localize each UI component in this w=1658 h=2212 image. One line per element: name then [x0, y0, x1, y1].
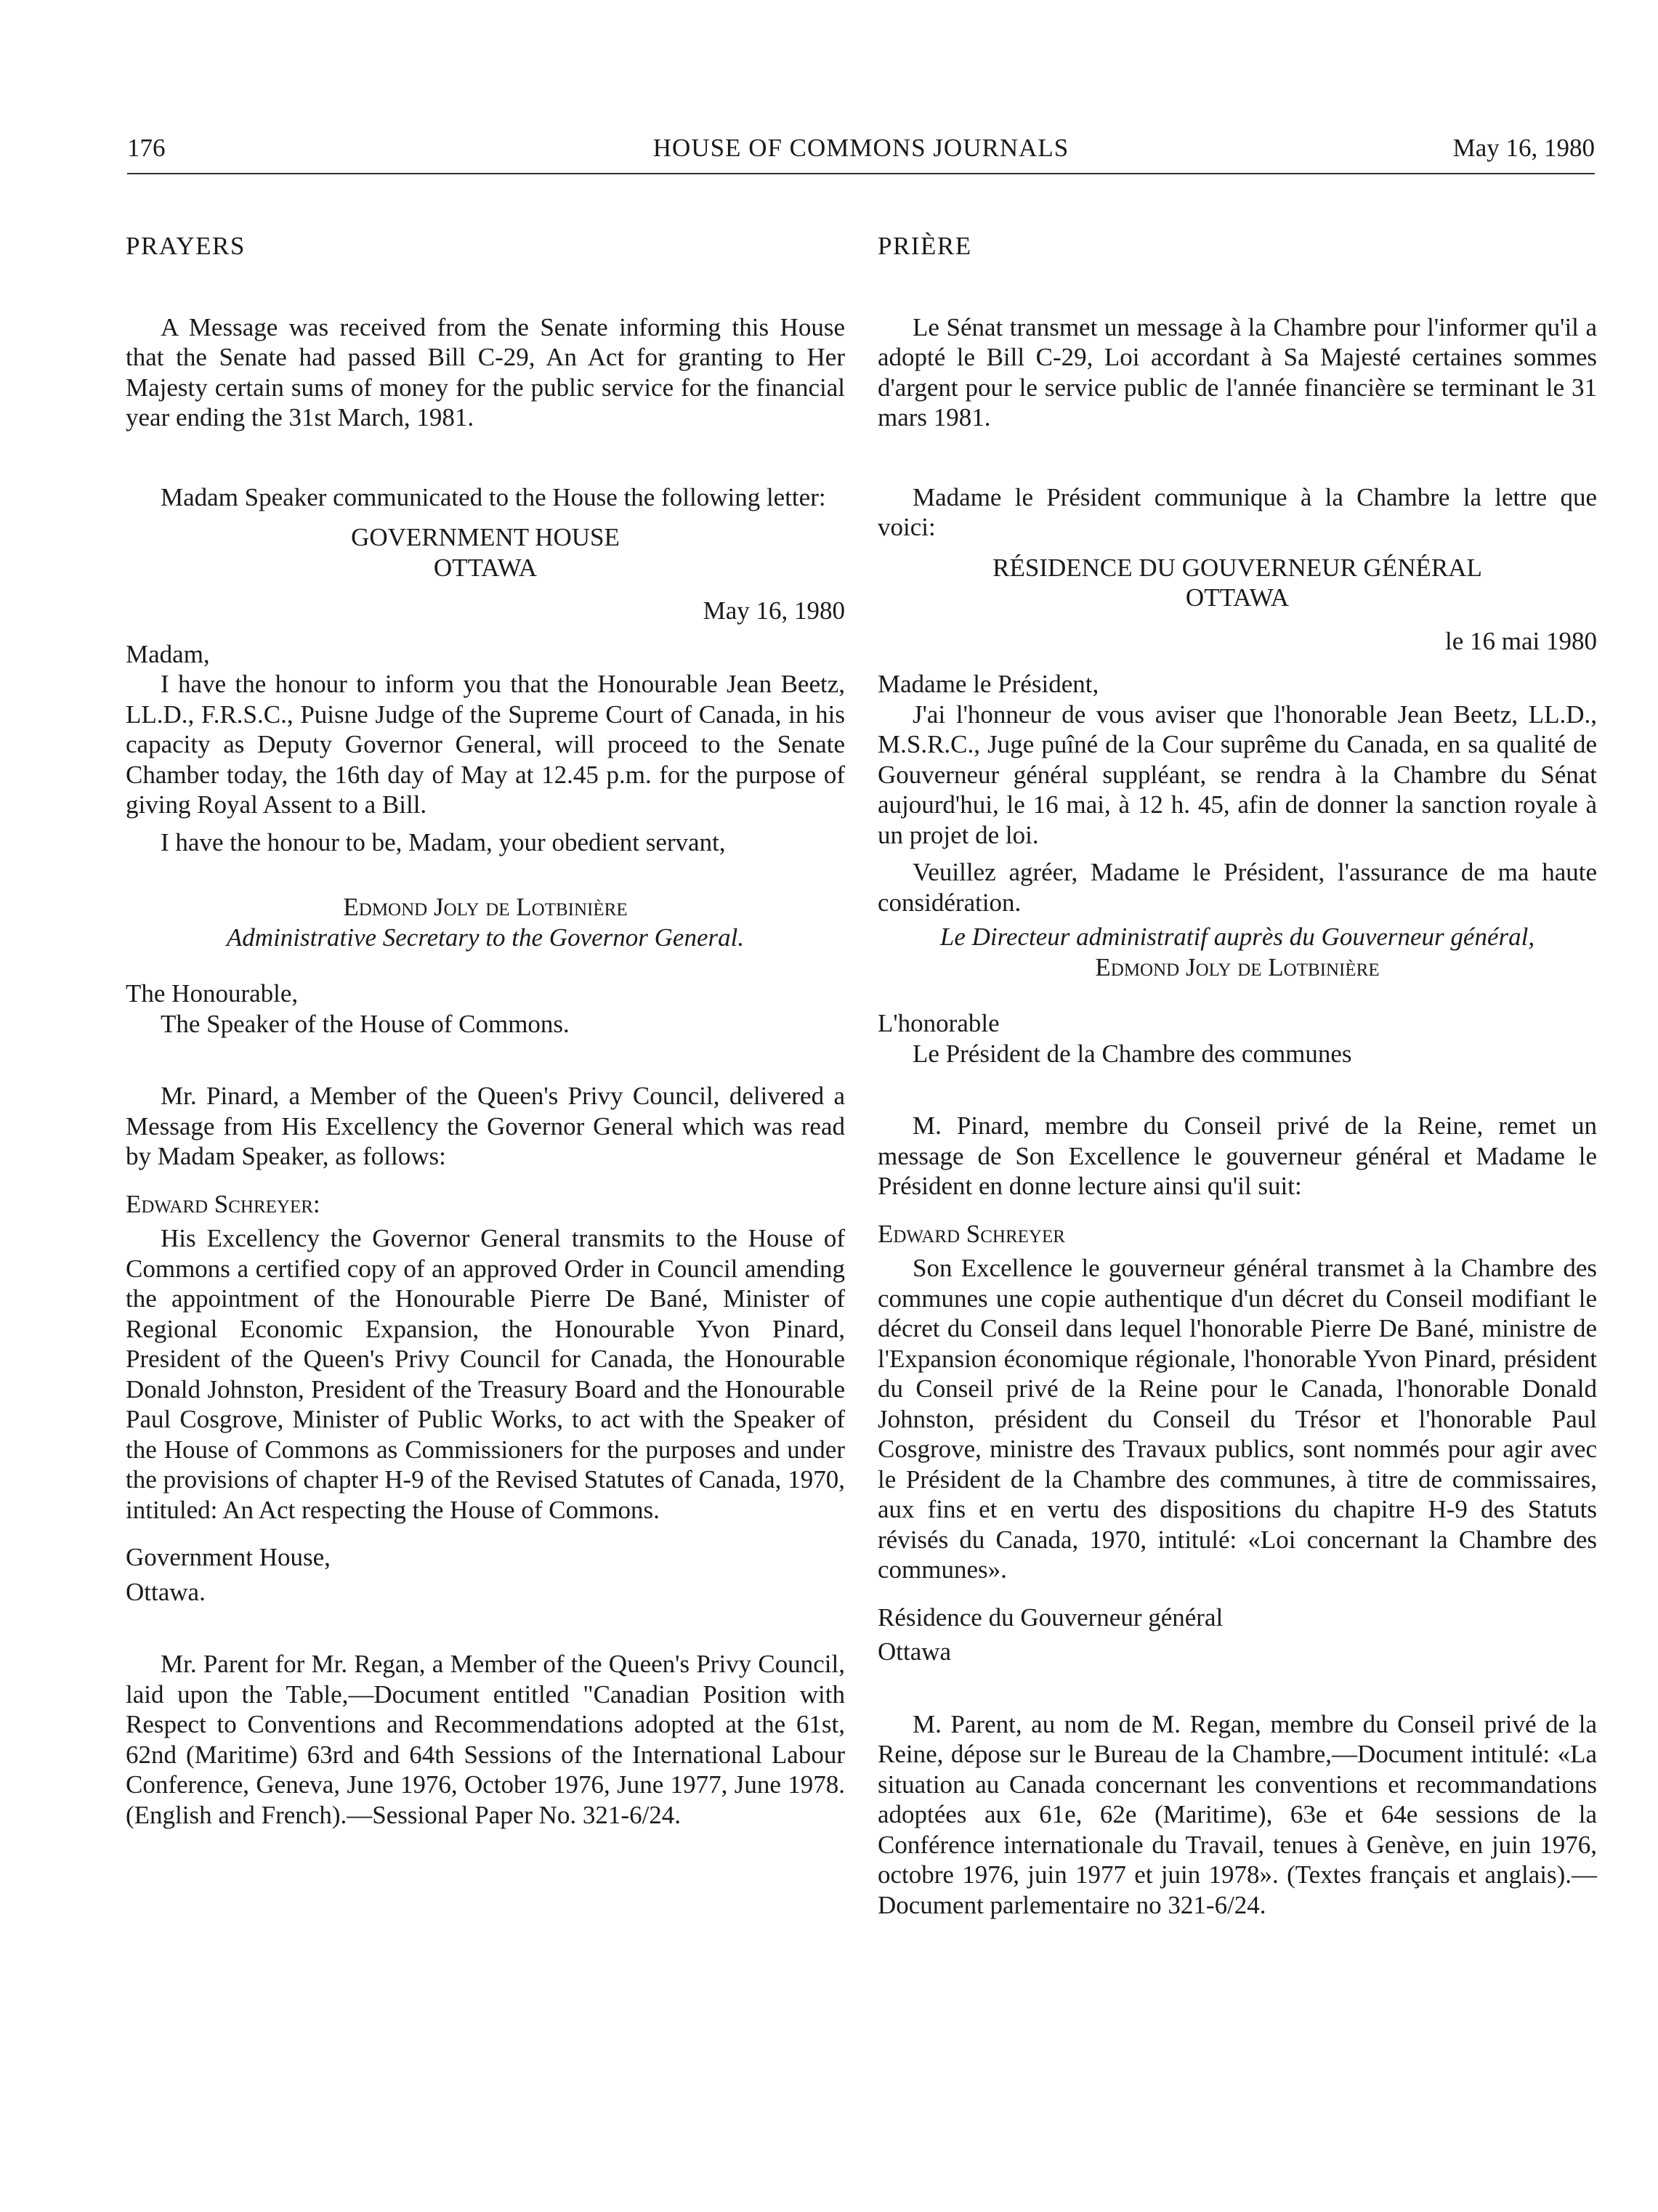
en-letterhead-line1: GOVERNMENT HOUSE [351, 523, 620, 551]
fr-place-line1: Résidence du Gouverneur général [878, 1603, 1224, 1632]
en-senate-message: A Message was received from the Senate informing this House that the Senate had passed Bill C-29, An Act for granting to Her Majesty certain sums of money for the public service for the financial year ending the 31st March, 1981. [126, 312, 845, 432]
en-salutation: Madam, [126, 639, 210, 668]
en-addressee-line1: The Honourable, [126, 979, 299, 1008]
fr-signature-name: Edmond Joly de Lotbinière [1095, 952, 1380, 981]
fr-tabled-document: M. Parent, au nom de M. Regan, membre du Conseil privé de la Reine, dépose sur le Bureau de la Chambre,—Document intitulé: «La situation au Canada concernant les conventions et recommandations adoptées aux 61e, 62e (Maritime), 63e et 64e sessions de la Conférence internationale du Travail, tenues à Genève, en juin 1976, octobre 1976, juin 1977 et juin 1978». (Textes français et anglais).—Document parlementaire no 321-6/24. [878, 1709, 1597, 1919]
en-signature-title: Administrative Secretary to the Governor General. [226, 923, 745, 952]
fr-salutation: Madame le Président, [878, 670, 1099, 698]
fr-letter-date: le 16 mai 1980 [1445, 626, 1597, 655]
en-gg-name: Edward Schreyer: [126, 1189, 320, 1218]
en-tabled-document: Mr. Parent for Mr. Regan, a Member of the Queen's Privy Council, laid upon the Table,—Document entitled "Canadian Position with Respect to Conventions and Recommendations adopted at the 61st, 62nd (Maritime) 63rd and 64th Sessions of the International Labour Conference, Geneva, June 1976, October 1976, June 1977, June 1978. (English and French).—Sessional Paper No. 321-6/24. [126, 1650, 845, 1829]
fr-senate-message: Le Sénat transmet un message à la Chambre pour l'informer qu'il a adopté le Bill C-29, Loi accordant à Sa Majesté certaines sommes d'argent pour le service public de l'année financière se terminant le 31 mars 1981. [878, 312, 1597, 432]
en-speaker-intro: Madam Speaker communicated to the House the following letter: [161, 482, 826, 511]
english-column [126, 231, 845, 1830]
page-header [127, 132, 1595, 174]
fr-heading-priere: PRIÈRE [878, 232, 972, 260]
fr-pinard-intro: M. Pinard, membre du Conseil privé de la Reine, remet un message de Son Excellence le gouverneur général et Madame le Président en donne lecture ainsi qu'il suit: [878, 1111, 1597, 1200]
en-letter-body: I have the honour to inform you that the Honourable Jean Beetz, LL.D., F.R.S.C., Puisne Judge of the Supreme Court of Canada, in his capacity as Deputy Governor General, will proceed to the Senate Chamber today, the 16th day of May at 12.45 p.m. for the purpose of giving Royal Assent to a Bill. [126, 670, 845, 819]
fr-addressee-line1: L'honorable [878, 1009, 1000, 1037]
en-closing: I have the honour to be, Madam, your obedient servant, [161, 827, 726, 856]
en-heading-prayers: PRAYERS [126, 232, 246, 260]
en-place-line1: Government House, [126, 1543, 331, 1571]
header-date: May 16, 1980 [1452, 134, 1595, 162]
en-gg-message: His Excellency the Governor General transmits to the House of Commons a certified copy of an approved Order in Council amending the appointment of the Honourable Pierre De Bané, Minister of Regional Economic Expansion, the Honourable Yvon Pinard, President of the Queen's Privy Council for Canada, the Honourable Donald Johnston, President of the Treasury Board and the Honourable Paul Cosgrove, Minister of Public Works, to act with the Speaker of the House of Commons as Commissioners for the purposes and under the provisions of chapter H-9 of the Revised Statutes of Canada, 1970, intituled: An Act respecting the House of Commons. [126, 1224, 845, 1524]
en-place-line2: Ottawa. [126, 1577, 206, 1606]
fr-place-line2: Ottawa [878, 1637, 952, 1666]
fr-letter-body: J'ai l'honneur de vous aviser que l'honorable Jean Beetz, LL.D., M.S.R.C., Juge puîné de la Cour suprême du Canada, en sa qualité de Gouverneur général suppléant, se rendra à la Chambre du Sénat aujourd'hui, le 16 mai, à 12 h. 45, afin de donner la sanction royale à un projet de loi. [878, 700, 1597, 849]
en-letter-date: May 16, 1980 [703, 596, 845, 625]
fr-gg-message: Son Excellence le gouverneur général transmet à la Chambre des communes une copie authentique d'un décret du Conseil modifiant le décret du Conseil dans lequel l'honorable Pierre De Bané, ministre de l'Expansion économique régionale, l'honorable Yvon Pinard, président du Conseil privé de la Reine pour le Canada, l'honorable Donald Johnston, président du Conseil du Trésor et l'honorable Paul Cosgrove, ministre des Travaux publics, sont nommés pour agir avec le Président de la Chambre des communes, à titre de commissaires, aux fins et en vertu des dispositions du chapitre H-9 des Statuts révisés du Canada, 1970, intitulé: «Loi concernant la Chambre des communes». [878, 1254, 1597, 1584]
en-letterhead-line2: OTTAWA [433, 553, 538, 582]
fr-speaker-intro: Madame le Président communique à la Chambre la lettre que voici: [878, 482, 1597, 541]
french-column [878, 231, 1597, 1920]
journal-title: HOUSE OF COMMONS JOURNALS [652, 134, 1069, 162]
page-number: 176 [127, 134, 166, 162]
fr-letterhead-line2: OTTAWA [1185, 583, 1290, 612]
fr-gg-name: Edward Schreyer [878, 1219, 1065, 1248]
fr-signature-title: Le Directeur administratif auprès du Gouverneur général, [939, 923, 1535, 951]
fr-addressee-line2: Le Président de la Chambre des communes [913, 1039, 1352, 1068]
fr-letterhead-line1: RÉSIDENCE DU GOUVERNEUR GÉNÉRAL [992, 553, 1482, 582]
en-addressee-line2: The Speaker of the House of Commons. [161, 1009, 570, 1038]
en-pinard-intro: Mr. Pinard, a Member of the Queen's Privy Council, delivered a Message from His Excellency the Governor General which was read by Madam Speaker, as follows: [126, 1082, 845, 1170]
en-signature-name: Edmond Joly de Lotbinière [343, 893, 628, 921]
fr-closing: Veuillez agréer, Madame le Président, l'assurance de ma haute considération. [878, 858, 1597, 917]
